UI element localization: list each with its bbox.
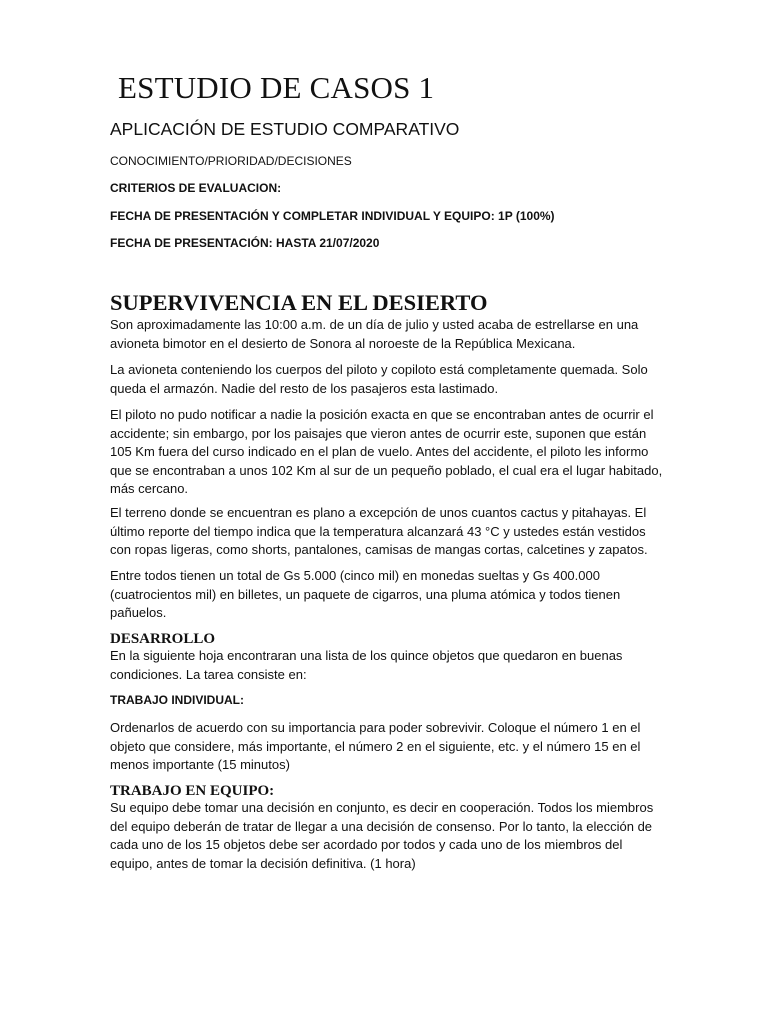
survival-paragraph-1: Son aproximadamente las 10:00 a.m. de un día de julio y usted acaba de estrellarse en una avioneta bimotor en el desierto de Sonora al noroeste de la República Mexicana. bbox=[110, 317, 639, 351]
individual-work-text: Ordenarlos de acuerdo con su importancia para poder sobrevivir. Coloque el número 1 en el objeto que considere, más importante, el número 2 en el siguiente, etc. y el número 15 en el menos importante (15 minutos) bbox=[110, 720, 641, 772]
criteria-line: CRITERIOS DE EVALUACION: bbox=[110, 181, 282, 195]
survival-section-title: SUPERVIVENCIA EN EL DESIERTO bbox=[110, 290, 488, 315]
survival-paragraph-2: La avioneta conteniendo los cuerpos del piloto y copiloto está completamente quemada. Solo queda el armazón. Nadie del resto de los pasajeros esta lastimado. bbox=[110, 362, 648, 396]
individual-work-label: TRABAJO INDIVIDUAL: bbox=[110, 693, 244, 707]
survival-paragraph-5: Entre todos tienen un total de Gs 5.000 (cinco mil) en monedas sueltas y Gs 400.000 (cuatrocientos mil) en billetes, un paquete de cigarros, una pluma atómica y todos tienen pañuelos. bbox=[110, 568, 621, 620]
development-intro: En la siguiente hoja encontraran una lista de los quince objetos que quedaron en buenas condiciones. La tarea consiste en: bbox=[110, 648, 623, 682]
team-work-heading: TRABAJO EN EQUIPO: bbox=[110, 783, 275, 799]
document-subtitle: APLICACIÓN DE ESTUDIO COMPARATIVO bbox=[110, 119, 460, 139]
deadline-date-line: FECHA DE PRESENTACIÓN: HASTA 21/07/2020 bbox=[110, 236, 380, 250]
deadline-scope-line: FECHA DE PRESENTACIÓN Y COMPLETAR INDIVIDUAL Y EQUIPO: 1P (100%) bbox=[110, 209, 555, 223]
team-work-text: Su equipo debe tomar una decisión en conjunto, es decir en cooperación. Todos los miembros del equipo deberán de tratar de llegar a una decisión de consenso. Por lo tanto, la elección de cada uno de los 15 objetos debe ser acordado por todos y cada uno de los miembros del equipo, antes de tomar la decisión definitiva. (1 hora) bbox=[110, 800, 654, 871]
survival-paragraph-3: El piloto no pudo notificar a nadie la posición exacta en que se encontraban antes de ocurrir el accidente; sin embargo, por los paisajes que vieron antes de ocurrir este, suponen que están 105 Km fuera del curso indicado en el plan de vuelo. Antes del accidente, el piloto les informo que se encontraban a unos 102 Km al sur de un pequeño poblado, el cual era el lugar habitado, más cercano. bbox=[110, 407, 663, 496]
development-heading: DESARROLLO bbox=[110, 631, 216, 647]
survival-paragraph-4: El terreno donde se encuentran es plano a excepción de unos cuantos cactus y pitahayas. El último reporte del tiempo indica que la temperatura alcanzará 43 °C y ustedes están vestidos con ropas ligeras, como shorts, pantalones, camisas de mangas cortas, calcetines y zapatos. bbox=[110, 505, 648, 557]
document-title: ESTUDIO DE CASOS 1 bbox=[118, 70, 435, 105]
topics-line: CONOCIMIENTO/PRIORIDAD/DECISIONES bbox=[110, 154, 352, 168]
